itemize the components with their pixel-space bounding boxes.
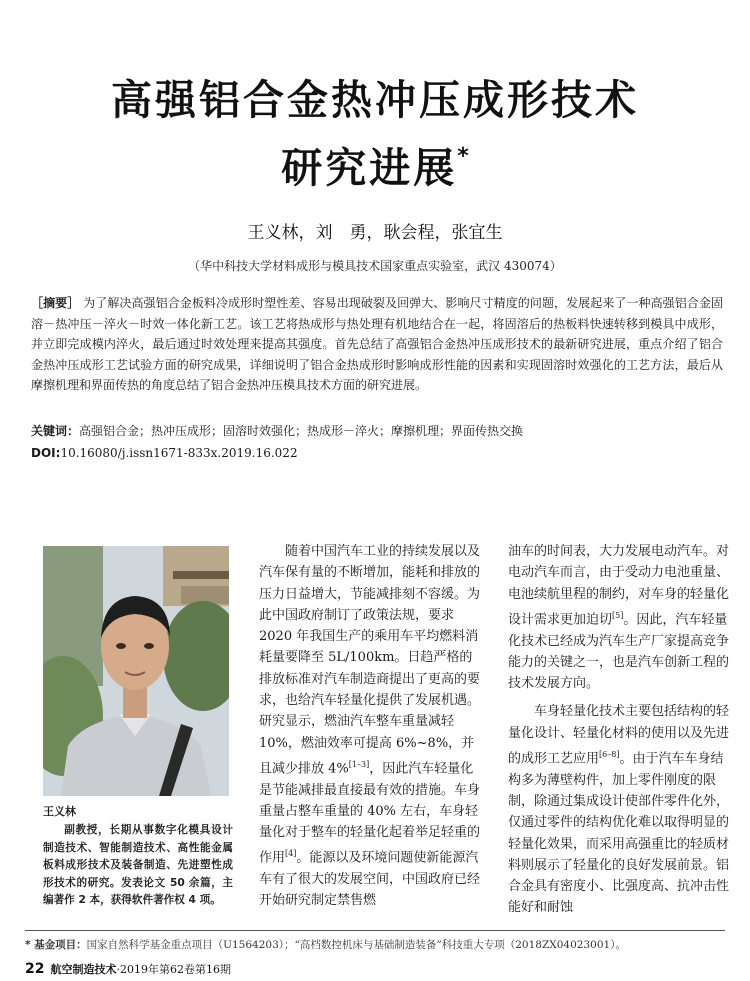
body-text: 。能源以及环境问题使新能源汽车有了很大的发展空间，中国政府已经开始研究制定禁售燃 [259, 850, 481, 909]
body-text: 车身轻量化技术主要包括结构的轻量化设计、轻量化材料的使用以及先进的成形工艺应用 [508, 704, 730, 767]
author-list: 王义林，刘 勇，耿会程，张宜生 [247, 223, 503, 243]
author-bio-text: 副教授，长期从事数字化模具设计制造技术、智能制造技术、高性能金属板料成形技术及装备制造、先进塑性成形技术的研究。发表论文 50 余篇，主编著作 2 本，获得软件著作权 4 项。 [43, 824, 233, 907]
body-paragraph [508, 541, 730, 694]
abstract [31, 293, 723, 396]
funding-footnote [25, 937, 735, 952]
doi-text: 10.16080/j.issn1671-833x.2019.16.022 [60, 446, 298, 460]
abstract-text: 为了解决高强铝合金板料冷成形时塑性差、容易出现破裂及回弹大、影响尺寸精度的问题，发展起来了一种高强铝合金固溶－热冲压－淬火－时效一体化新工艺。该工艺将热成形与热处理有机地结合在一起，将固溶后的热板料快速转移到模具中成形，并立即完成模内淬火，最后通过时效处理来提高其强度。首先总结了高强铝合金热冲压成形技术的最新研究进展，重点介绍了铝合金热冲压成形工艺试验方面的研究成果，详细说明了铝合金热成形时影响成形性能的因素和实现固溶时效强化的工艺方法，最后从摩擦机理和界面传热的角度总结了铝合金热冲压模具技术方面的研究进展。 [31, 296, 723, 392]
body-text: 。由于汽车车身结构多为薄壁构件，加上零件刚度的限制，除通过集成设计使部件零件化外，仅通过零件的结构优化难以取得明显的轻量化效果，而采用高强重比的轻质材料则展示了轻量化的良好发展前景。铝合金具有密度小、比强度高、抗冲击性能好和耐蚀 [508, 751, 730, 916]
body-column-2 [508, 541, 730, 919]
footnote-label: * 基金项目： [25, 939, 87, 951]
body-text: 油车的时间表，大力发展电动汽车。对电动汽车而言，由于受动力电池重量、电池续航里程的制约，对车身的轻量化设计需求更加迫切 [508, 544, 730, 628]
author-photo [43, 546, 229, 796]
footnote-text: 国家自然科学基金重点项目（U1564203）；“高档数控机床与基础制造装备”科技重大专项（2018ZX04023001）。 [86, 939, 626, 951]
title-footnote-mark: * [457, 144, 469, 169]
doi-label: DOI: [31, 446, 61, 460]
body-column-1 [259, 541, 481, 912]
body-text: 。因此，汽车轻量化技术已经成为汽车生产厂家提高竞争能力的关键之一，也是汽车创新工程的技术发展方向。 [508, 612, 730, 692]
doi [31, 443, 723, 463]
citation-ref: [6–8] [599, 750, 620, 759]
keywords-text: 高强铝合金；热冲压成形；固溶时效强化；热成形－淬火；摩擦机理；界面传热交换 [79, 424, 524, 438]
journal-issue: ·2019年第62卷第16期 [116, 963, 231, 976]
body-text: ，因此汽车轻量化是节能减排最直接最有效的措施。车身重量占整车重量的 40% 左右，车身轻量化对于整车的轻量化起着举足轻重的作用 [259, 761, 481, 866]
page-number: 22 [25, 961, 45, 977]
citation-ref: [5] [612, 610, 624, 620]
citation-ref: [4] [285, 849, 297, 859]
keywords-label: 关键词： [31, 424, 80, 438]
body-text: 随着中国汽车工业的持续发展以及汽车保有量的不断增加，能耗和排放的压力日益增大，节能减排刻不容缓。为此中国政府制订了政策法规，要求 2020 年我国生产的乘用车平均燃料消耗量要降至 5L/100km。日趋严格的排放标准对汽车制造商提出了更高的要求，也给汽车轻量化提供了发展机遇。研究显示，燃油汽车整车重量减轻 10%，燃油效率可提高 6%~8%，并且减少排放 4% [259, 544, 481, 777]
body-paragraph [508, 701, 730, 918]
body-paragraph [259, 541, 481, 912]
keywords [31, 421, 723, 441]
author-bio-name: 王义林 [43, 805, 76, 818]
article-title-line-2 [0, 144, 750, 192]
footnote-divider [25, 930, 725, 931]
article-title-text: 研究进展 [281, 144, 458, 192]
journal-name: 航空制造技术 [50, 963, 117, 976]
page-footer [25, 961, 231, 977]
author-portrait-illustration [43, 546, 229, 796]
article-title-line-1: 高强铝合金热冲压成形技术 [111, 76, 639, 124]
citation-ref: [1–3] [348, 759, 370, 769]
abstract-label: ［摘要］ [31, 296, 80, 310]
affiliation: （华中科技大学材料成形与模具技术国家重点实验室，武汉 430074） [188, 259, 562, 273]
